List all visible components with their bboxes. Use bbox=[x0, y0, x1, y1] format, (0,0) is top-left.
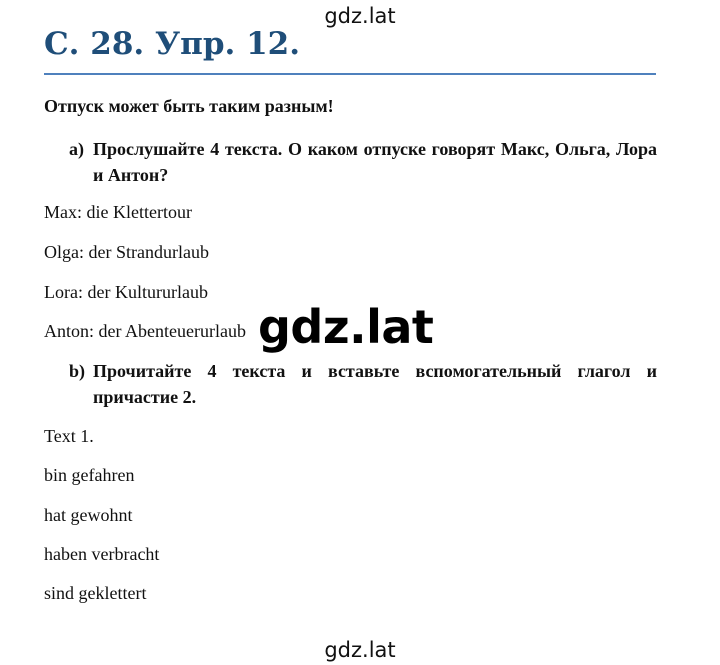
watermark-center: gdz.lat bbox=[258, 300, 434, 354]
page-title: С. 28. Упр. 12. bbox=[44, 26, 301, 62]
task-a-text: Прослушайте 4 текста. О каком отпуске говорят Макс, Ольга, Лора и Антон? bbox=[93, 139, 657, 185]
task-a bbox=[69, 136, 657, 188]
answer-b-item-4: sind geklettert bbox=[44, 583, 147, 603]
exercise-heading: Отпуск может быть таким разным! bbox=[44, 96, 334, 116]
answer-b-label: Text 1. bbox=[44, 426, 94, 446]
watermark-bottom: gdz.lat bbox=[324, 638, 396, 662]
answer-b-item-2: hat gewohnt bbox=[44, 505, 133, 525]
task-a-marker: a) bbox=[69, 139, 84, 159]
task-b-marker: b) bbox=[69, 361, 86, 381]
answer-a-anton: Anton: der Abenteuerurlaub bbox=[44, 321, 246, 341]
answer-a-lora: Lora: der Kultururlaub bbox=[44, 282, 208, 302]
answer-b-item-3: haben verbracht bbox=[44, 544, 160, 564]
task-b-text: Прочитайте 4 текста и вставьте вспомогательный глагол и причастие 2. bbox=[93, 361, 657, 407]
answer-a-max: Max: die Klettertour bbox=[44, 202, 192, 222]
task-b bbox=[69, 358, 657, 410]
title-underline bbox=[44, 73, 656, 75]
answer-b-item-1: bin gefahren bbox=[44, 465, 135, 485]
answer-a-olga: Olga: der Strandurlaub bbox=[44, 242, 209, 262]
watermark-top: gdz.lat bbox=[324, 4, 396, 28]
